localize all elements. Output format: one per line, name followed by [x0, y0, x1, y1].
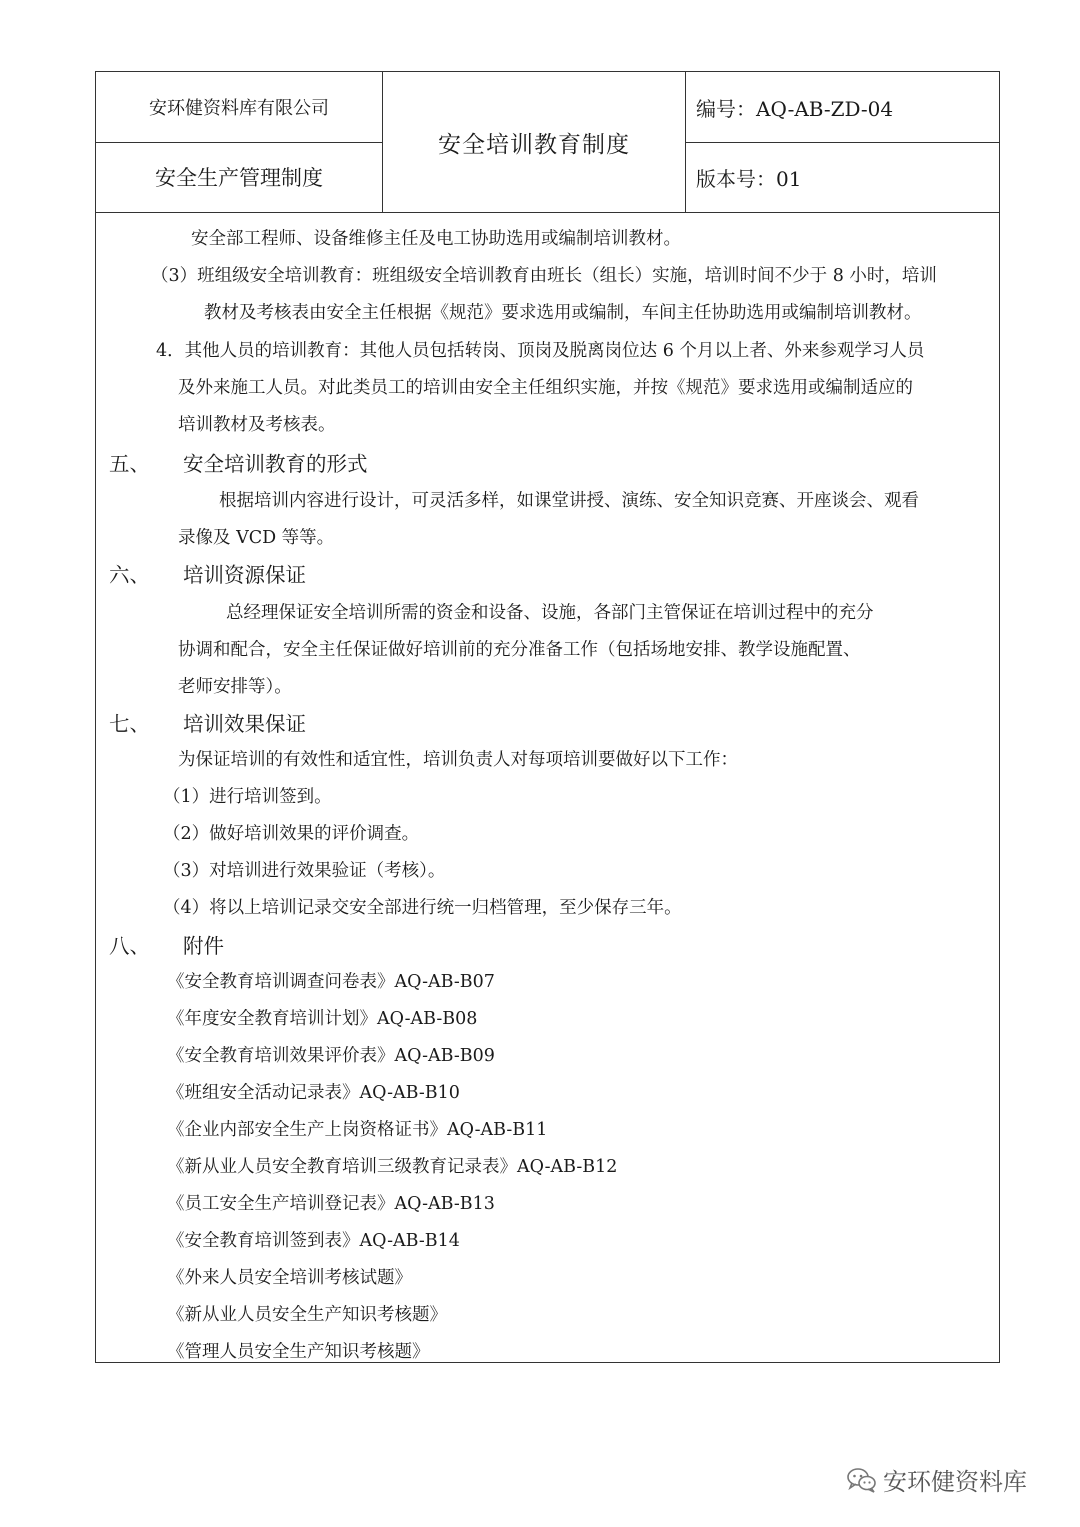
- header-title-cell: [383, 72, 686, 212]
- section-title: 培训资源保证: [183, 563, 306, 587]
- company-cell: [96, 72, 382, 143]
- attachment-item: 《外来人员安全培训考核试题》: [167, 1268, 412, 1288]
- attachment-item: 《安全教育培训调查问卷表》AQ-AB-B07: [167, 972, 495, 992]
- document-category: 安全生产管理制度: [155, 166, 323, 190]
- section-line: （3）对培训进行效果验证（考核）。: [163, 861, 446, 881]
- section-line: 为保证培训的有效性和适宜性，培训负责人对每项培训要做好以下工作：: [178, 750, 738, 770]
- wechat-icon: [847, 1467, 877, 1493]
- attachment-item: 《班组安全活动记录表》AQ-AB-B10: [167, 1083, 460, 1103]
- section-number: 八、: [109, 934, 150, 958]
- section-line: 根据培训内容进行设计，可灵活多样，如课堂讲授、演练、安全知识竞赛、开座谈会、观看: [219, 491, 919, 511]
- document-header-table: [96, 72, 999, 213]
- section-line: （2）做好培训效果的评价调查。: [163, 824, 420, 844]
- attachment-item: 《管理人员安全生产知识考核题》: [167, 1342, 430, 1362]
- section-number: 六、: [109, 563, 150, 587]
- body-line: （3）班组级安全培训教育：班组级安全培训教育由班长（组长）实施，培训时间不少于 8 小时，培训: [151, 266, 937, 286]
- attachment-item: 《安全教育培训效果评价表》AQ-AB-B09: [167, 1046, 495, 1066]
- category-cell: [96, 142, 382, 212]
- document-title: 安全培训教育制度: [438, 131, 630, 158]
- attachment-item: 《安全教育培训签到表》AQ-AB-B14: [167, 1231, 460, 1251]
- company-name: 安环健资料库有限公司: [149, 98, 329, 119]
- section-title: 培训效果保证: [183, 712, 306, 736]
- section-line: （4）将以上培训记录交安全部进行统一归档管理，至少保存三年。: [163, 898, 682, 918]
- document-version: 版本号：01: [696, 166, 802, 191]
- document-page: [95, 71, 1000, 1363]
- section-line: 老师安排等）。: [178, 677, 292, 697]
- document-code: 编号：AQ-AB-ZD-04: [696, 96, 894, 121]
- section-number: 五、: [109, 452, 150, 476]
- body-line: 4．其他人员的培训教育：其他人员包括转岗、顶岗及脱离岗位达 6 个月以上者、外来参观学习人员: [156, 341, 925, 361]
- version-cell: [686, 142, 999, 212]
- section-line: 协调和配合，安全主任保证做好培训前的充分准备工作（包括场地安排、教学设施配置、: [178, 640, 861, 660]
- section-line: （1）进行培训签到。: [163, 787, 332, 807]
- attachment-item: 《年度安全教育培训计划》AQ-AB-B08: [167, 1009, 478, 1029]
- section-line: 总经理保证安全培训所需的资金和设备、设施，各部门主管保证在培训过程中的充分: [226, 603, 874, 623]
- code-cell: [686, 72, 999, 143]
- attachment-item: 《新从业人员安全教育培训三级教育记录表》AQ-AB-B12: [167, 1157, 618, 1177]
- body-line: 及外来施工人员。对此类员工的培训由安全主任组织实施，并按《规范》要求选用或编制适应的: [178, 378, 913, 398]
- body-line: 安全部工程师、设备维修主任及电工协助选用或编制培训教材。: [191, 229, 681, 249]
- section-title: 附件: [183, 934, 224, 958]
- section-line: 录像及 VCD 等等。: [178, 528, 335, 548]
- attachment-item: 《新从业人员安全生产知识考核题》: [167, 1305, 447, 1325]
- body-line: 培训教材及考核表。: [178, 415, 336, 435]
- watermark-text: 安环健资料库: [883, 1468, 1027, 1496]
- header-left-column: [96, 72, 383, 212]
- header-right-column: [686, 72, 999, 212]
- body-line: 教材及考核表由安全主任根据《规范》要求选用或编制，车间主任协助选用或编制培训教材。: [204, 303, 922, 323]
- section-title: 安全培训教育的形式: [183, 452, 368, 476]
- attachment-item: 《企业内部安全生产上岗资格证书》AQ-AB-B11: [167, 1120, 548, 1140]
- watermark: [847, 1462, 1027, 1497]
- attachment-item: 《员工安全生产培训登记表》AQ-AB-B13: [167, 1194, 495, 1214]
- section-number: 七、: [109, 712, 150, 736]
